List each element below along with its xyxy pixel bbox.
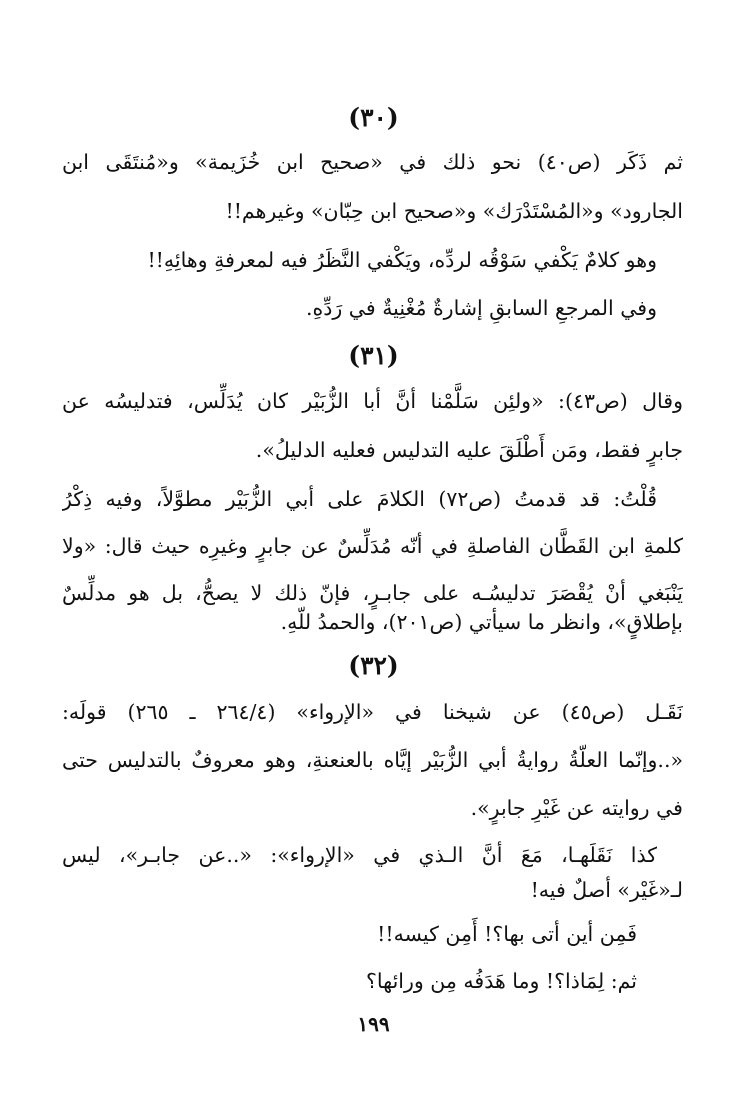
- text-line: «..وإنّما العلّةُ روايةُ أبي الزُّبَيْر إيَّاه بالعنعنةِ، وهو معروفٌ بالتدليس حتى: [62, 748, 683, 772]
- text-line: في روايته عن غَيْرِ جابرٍ».: [470, 796, 683, 820]
- text-line: الجارود» و«المُسْتَدْرَك» و«صحيح ابن حِبّان» وغيرهم!!: [225, 199, 683, 223]
- text-line: جابرٍ فقط، ومَن أَطْلَقَ عليه التدليس فعليه الدليلُ».: [255, 438, 683, 462]
- text-line: كذا نَقَلَهـا، مَعَ أنَّ الـذي في «الإرواء»: «..عن جابـر»، ليس: [62, 843, 657, 867]
- section-heading-31: (٣١): [348, 341, 399, 370]
- text-line: فَمِن أين أتى بها؟! أَمِن كيسه!!: [377, 922, 637, 946]
- text-line: ثم: لِمَاذا؟! وما هَدَفُه مِن ورائها؟: [366, 969, 637, 993]
- text-line: قُلْتُ: قد قدمتُ (ص٧٢) الكلامَ على أبي الزُّبَيْر مطوَّلاً، وفيه ذِكْرُ: [62, 487, 657, 511]
- text-line: ثم ذَكَر (ص٤٠) نحو ذلك في «صحيح ابن خُزَيمة» و«مُنتَقَى ابن: [62, 150, 683, 174]
- text-line: يَنْبَغي أنْ يُقْصَرَ تدليسُـه على جابـرٍ، فإنّ ذلك لا يصحُّ، بل هو مدلِّسٌ: [62, 581, 683, 605]
- section-heading-30: (٣٠): [348, 103, 399, 132]
- section-heading-32: (٣٢): [348, 651, 399, 680]
- text-line: نَقَـل (ص٤٥) عن شيخنا في «الإرواء» (٢٦٤/٤ ـ ٢٦٥) قولَه:: [62, 700, 683, 724]
- text-line: وفي المرجعِ السابقِ إشارةٌ مُغْنِيةٌ في رَدِّهِ.: [305, 296, 657, 320]
- text-line: وقال (ص٤٣): «ولئِن سَلَّمْنا أنَّ أبا الزُّبَيْر كان يُدَلِّس، فتدليسُه عن: [62, 389, 683, 413]
- text-line: وهو كلامٌ يَكْفي سَوْقُه لردِّه، ويَكْفي النَّظَرُ فيه لمعرفةِ وهائِهِ!!: [147, 248, 657, 272]
- text-line: كلمةِ ابن القَطَّان الفاصلةِ في أنّه مُدَلِّسٌ عن جابرٍ وغيرِه حيث قال: «ولا: [62, 534, 683, 558]
- text-line: لـ«غَيْر» أصلٌ فيه!: [530, 878, 683, 902]
- text-line: بإطلاقٍ»، وانظر ما سيأتي (ص٢٠١)، والحمدُ للّهِ.: [280, 610, 683, 634]
- page-number: ١٩٩: [357, 1012, 390, 1036]
